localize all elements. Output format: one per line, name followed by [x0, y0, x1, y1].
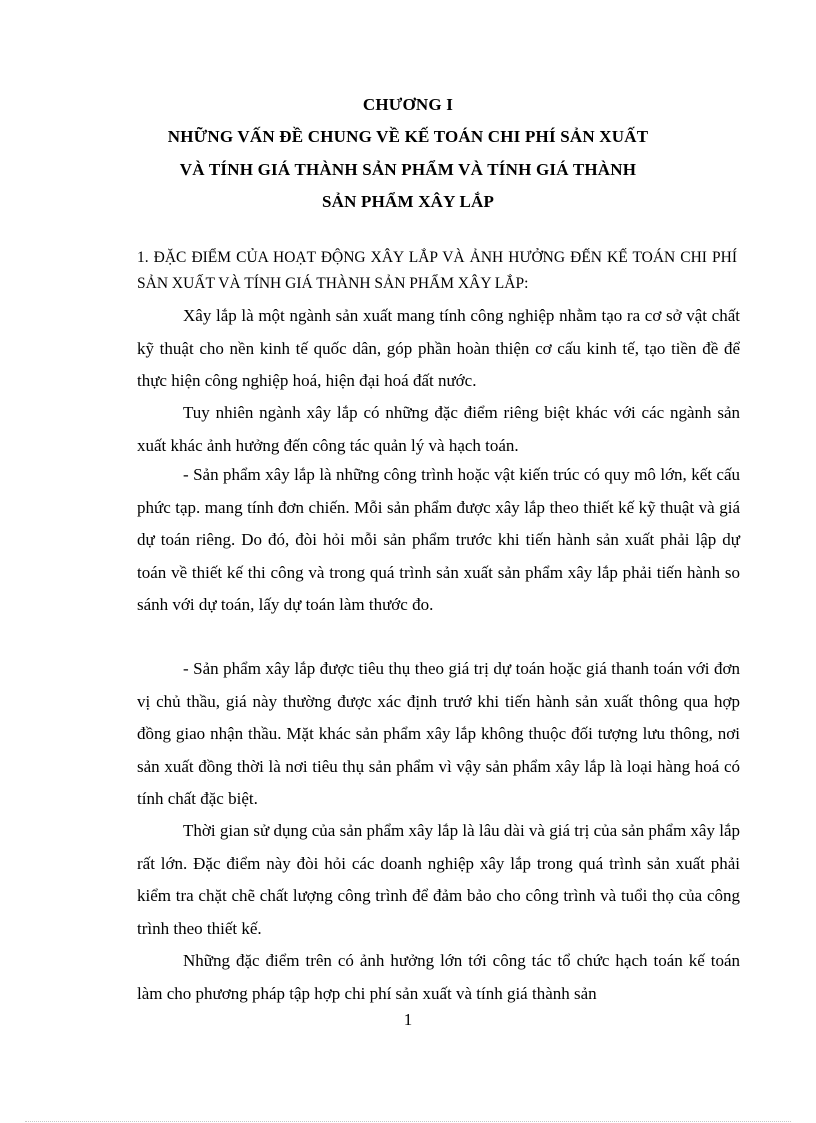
page-number: 1 — [403, 1010, 413, 1029]
paragraph-2: Tuy nhiên ngành xây lắp có những đặc điểm riêng biệt khác với các ngành sản xuất khác ảnh hưởng đến công tác quản lý và hạch toán. — [137, 403, 740, 455]
paragraph-3: - Sản phẩm xây lắp là những công trình hoặc vật kiến trúc có quy mô lớn, kết cấu phức tạp. mang tính đơn chiến. Mỗi sản phẩm được xây lắp theo thiết kế kỹ thuật và giá dự toán riêng. Do đó, đòi hỏi mỗi sản phẩm trước khi tiến hành sản xuất phải lập dự toán về thiết kế thi công và trong quá trình sản xuất sản phẩm xây lắp phải tiến hành so sánh với dự toán, lấy dự toán làm thước đo. — [137, 465, 740, 614]
chapter-label: CHƯƠNG I — [362, 95, 454, 114]
page-divider — [25, 1121, 791, 1122]
chapter-title-line-2: VÀ TÍNH GIÁ THÀNH SẢN PHẨM VÀ TÍNH GIÁ THÀNH — [179, 160, 637, 179]
paragraph-5: Thời gian sử dụng của sản phẩm xây lắp là lâu dài và giá trị của sản phẩm xây lắp rất lớn. Đặc điểm này đòi hỏi các doanh nghiệp xây lắp trong quá trình sản xuất phải kiểm tra chặt chẽ chất lượng công trình để đảm bảo cho công trình và tuổi thọ của công trình theo thiết kế. — [137, 821, 740, 938]
chapter-title-line-1: NHỮNG VẤN ĐỀ CHUNG VỀ KẾ TOÁN CHI PHÍ SẢN XUẤT — [167, 127, 649, 146]
chapter-title-line-3: SẢN PHẨM XÂY LẮP — [321, 192, 495, 211]
paragraph-6: Những đặc điểm trên có ảnh hưởng lớn tới công tác tổ chức hạch toán kế toán làm cho phương pháp tập hợp chi phí sản xuất và tính giá thành sản — [137, 951, 740, 1003]
paragraph-1: Xây lắp là một ngành sản xuất mang tính công nghiệp nhằm tạo ra cơ sở vật chất kỹ thuật cho nền kinh tế quốc dân, góp phần hoàn thiện cơ cấu kinh tế, tạo tiền đề để thực hiện công nghiệp hoá, hiện đại hoá đất nước. — [137, 306, 740, 390]
section-heading: 1. ĐẶC ĐIỂM CỦA HOẠT ĐỘNG XÂY LẮP VÀ ẢNH HƯỞNG ĐẾN KẾ TOÁN CHI PHÍ SẢN XUẤT VÀ TÍNH GIÁ THÀNH SẢN PHẨM XÂY LẮP: — [137, 249, 737, 292]
paragraph-4: - Sản phẩm xây lắp được tiêu thụ theo giá trị dự toán hoặc giá thanh toán với đơn vị chủ thầu, giá này thường được xác định trướ khi tiến hành sản xuất thông qua hợp đồng giao nhận thầu. Mặt khác sản phẩm xây lắp không thuộc đối tượng lưu thông, nơi sản xuất đồng thời là nơi tiêu thụ sản phẩm vì vậy sản phẩm xây lắp là loại hàng hoá có tính chất đặc biệt. — [137, 659, 740, 808]
